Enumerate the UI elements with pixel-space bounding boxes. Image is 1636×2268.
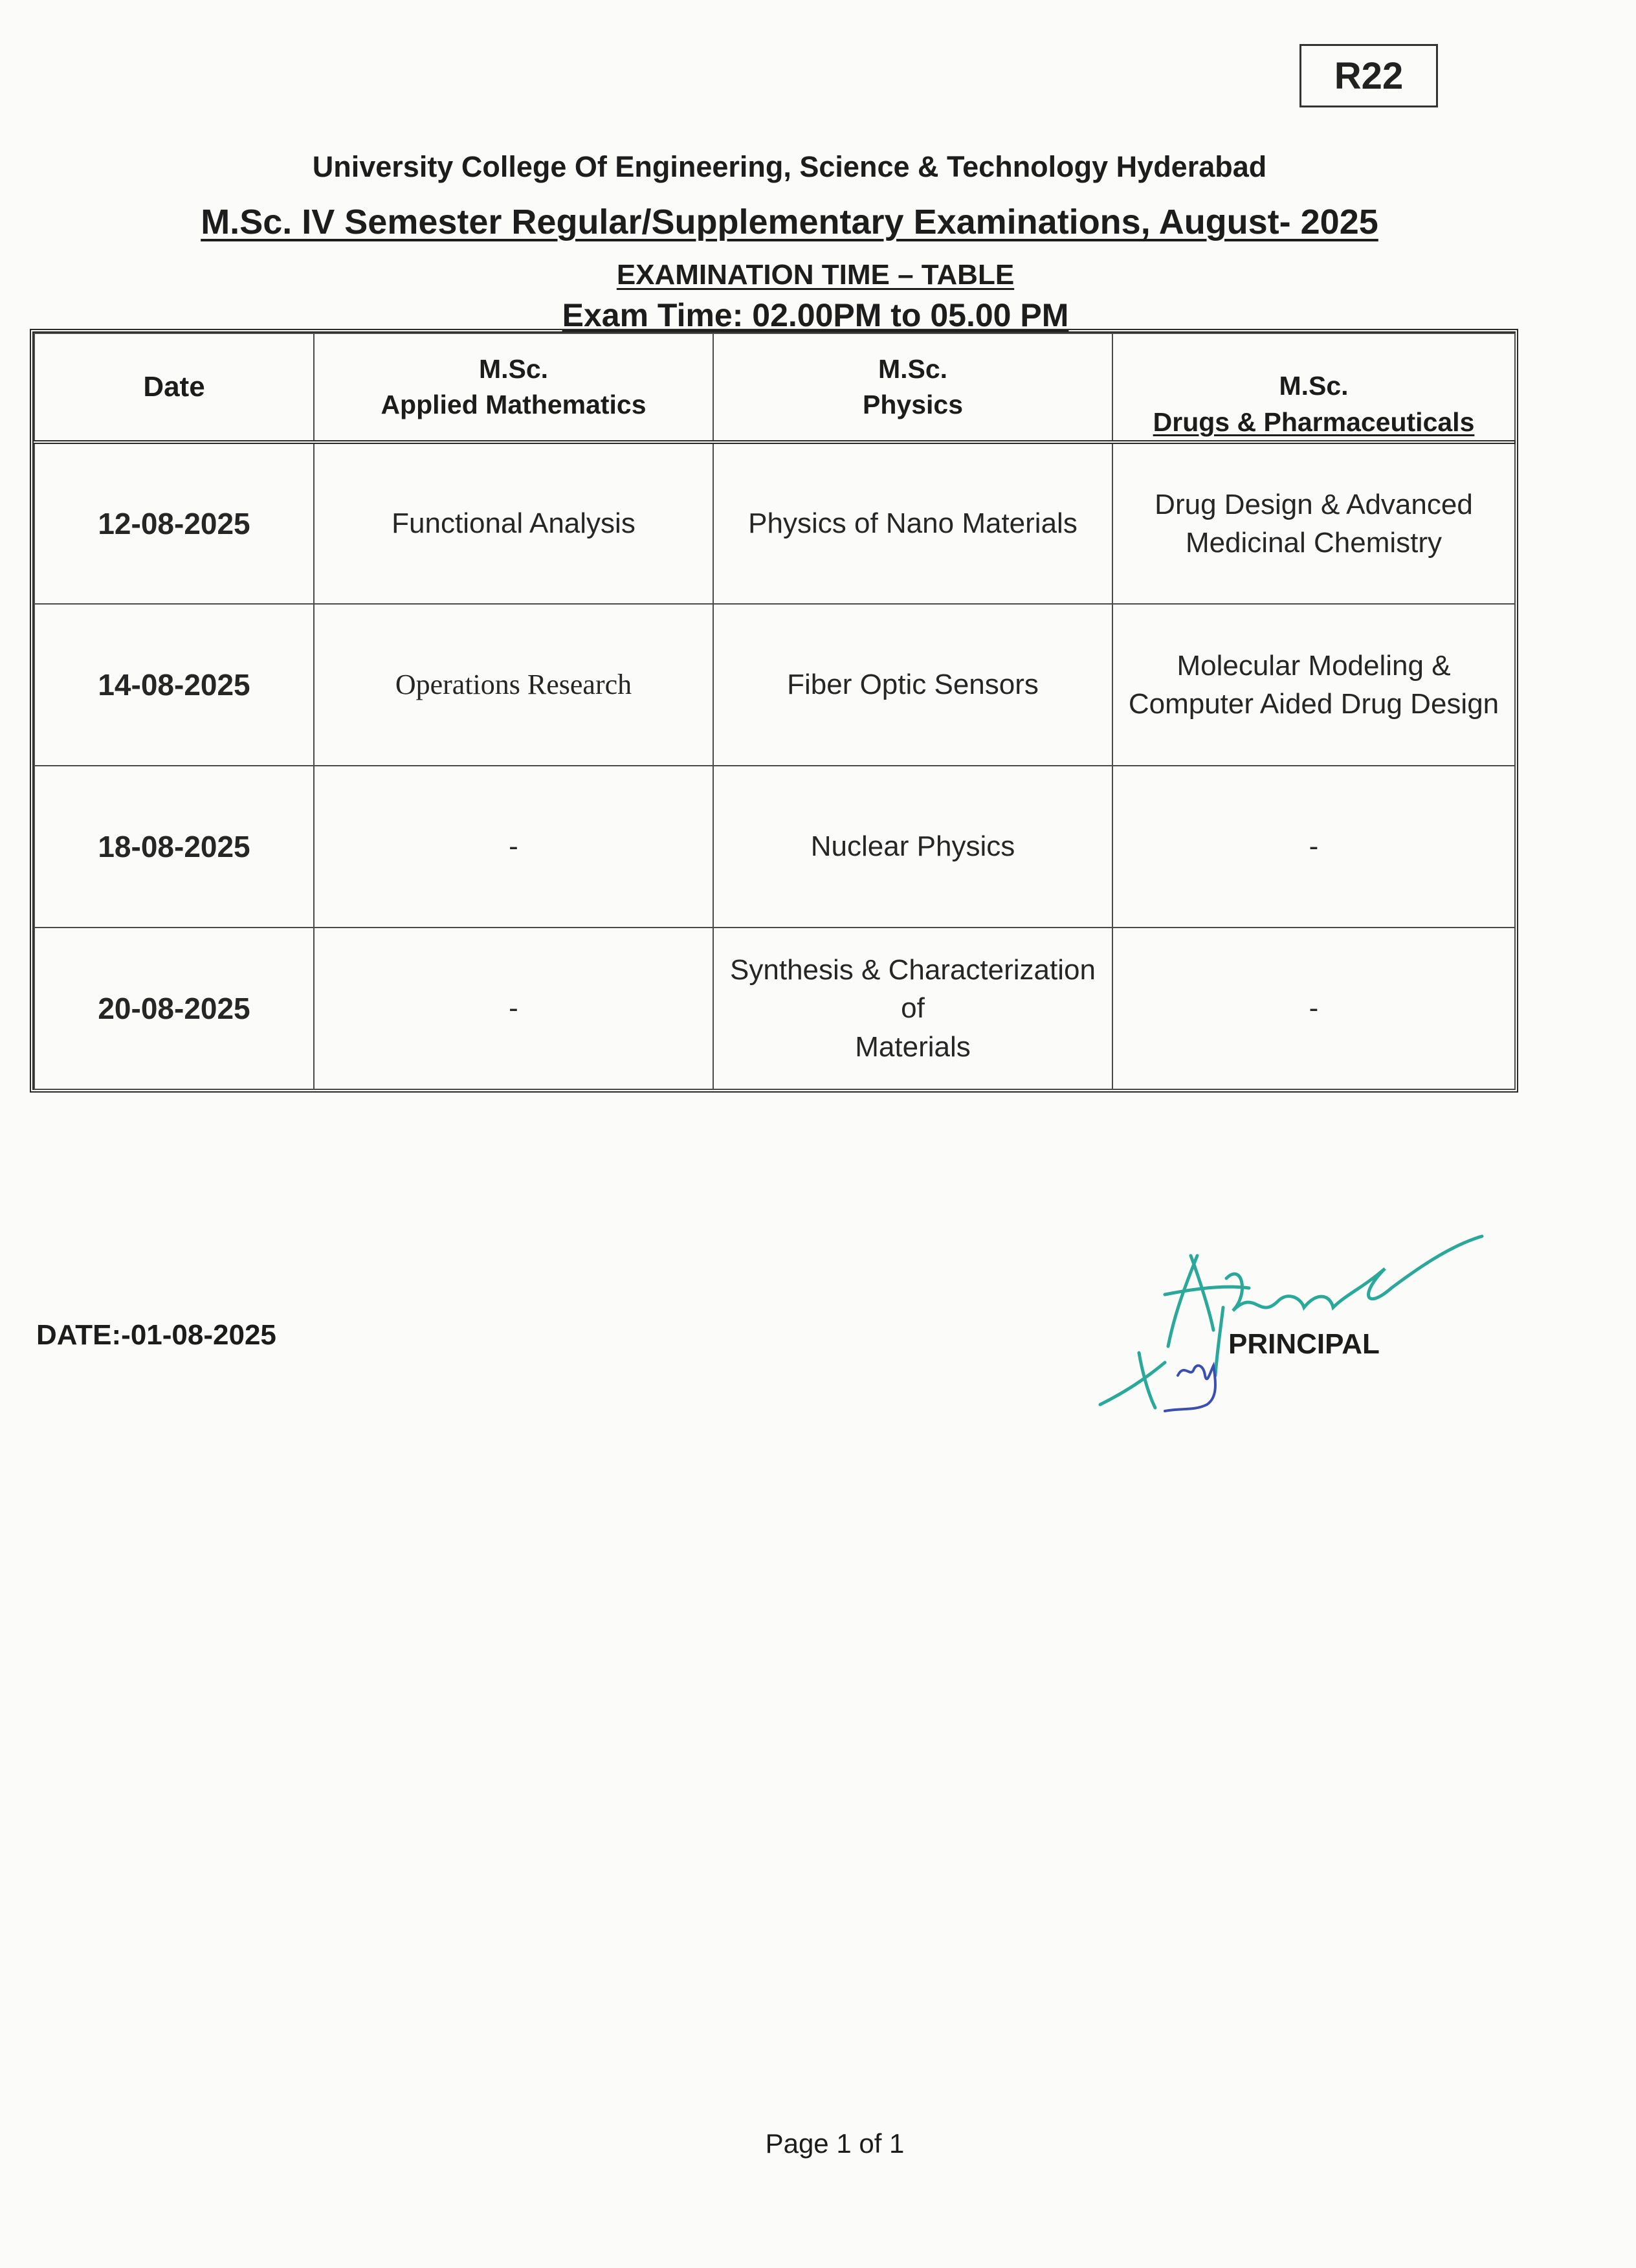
timetable-heading	[26, 259, 1605, 291]
timetable-table	[34, 333, 1516, 1090]
timetable-heading-text: EXAMINATION TIME – TABLE	[616, 259, 1015, 291]
subject-line: -	[1309, 830, 1319, 863]
subject-line: Medicinal Chemistry	[1185, 527, 1443, 559]
column-header-line: Physics	[863, 390, 963, 419]
subject-line: -	[509, 992, 518, 1025]
exam-time-text: Exam Time: 02.00PM to 05.00 PM	[562, 297, 1069, 333]
exam-title	[0, 202, 1579, 242]
drugs-pharma-cell	[1112, 928, 1515, 1089]
signatory-title: PRINCIPAL	[1228, 1328, 1380, 1360]
subject-line: Molecular Modeling &	[1177, 649, 1451, 682]
subject-line: Operations Research	[395, 669, 632, 701]
subject-line: Fiber Optic Sensors	[787, 669, 1039, 701]
column-header-physics	[713, 333, 1112, 442]
table-row	[34, 604, 1515, 766]
exam-date-cell: 20-08-2025	[34, 928, 314, 1089]
column-header-drugs-pharmaceuticals	[1112, 333, 1515, 442]
exam-title-text: M.Sc. IV Semester Regular/Supplementary Examinations, August- 2025	[201, 203, 1378, 241]
table-row	[34, 928, 1515, 1089]
drugs-pharma-cell	[1112, 442, 1515, 604]
exam-date-cell: 18-08-2025	[34, 766, 314, 928]
table-row	[34, 766, 1515, 928]
physics-cell	[713, 604, 1112, 766]
physics-cell	[713, 442, 1112, 604]
regulation-code-box: R22	[1299, 44, 1438, 107]
subject-line: -	[509, 830, 518, 863]
exam-date-cell: 12-08-2025	[34, 442, 314, 604]
subject-line: of	[901, 992, 925, 1025]
applied-math-cell	[314, 604, 713, 766]
initials-stroke	[1100, 1353, 1165, 1408]
subject-line: Physics of Nano Materials	[748, 507, 1078, 540]
subject-line: -	[1309, 992, 1319, 1025]
initials-stroke	[1165, 1366, 1215, 1411]
column-header-line: M.Sc.	[878, 353, 948, 384]
physics-cell	[713, 928, 1112, 1089]
column-header-date	[34, 333, 314, 442]
column-header-line: M.Sc.	[1279, 371, 1349, 401]
table-header-row	[34, 333, 1515, 442]
subject-line: Nuclear Physics	[810, 830, 1015, 863]
signature-stroke	[1226, 1236, 1482, 1311]
issue-date: DATE:-01-08-2025	[36, 1319, 276, 1351]
drugs-pharma-cell	[1112, 604, 1515, 766]
table-row	[34, 442, 1515, 604]
column-header-line: Drugs & Pharmaceuticals	[1153, 406, 1475, 437]
subject-line: Materials	[855, 1030, 971, 1063]
subject-line: Drug Design & Advanced	[1155, 488, 1473, 520]
applied-math-cell	[314, 766, 713, 928]
column-header-line: M.Sc.	[478, 353, 549, 384]
subject-line: Functional Analysis	[392, 507, 636, 540]
exam-date-cell: 14-08-2025	[34, 604, 314, 766]
institution-name: University College Of Engineering, Science & Technology Hyderabad	[312, 150, 1267, 183]
applied-math-cell	[314, 442, 713, 604]
subject-line: Computer Aided Drug Design	[1128, 688, 1499, 720]
column-header-line: Applied Mathematics	[381, 390, 647, 419]
column-header-applied-mathematics	[314, 333, 713, 442]
applied-math-cell	[314, 928, 713, 1089]
page-number: Page 1 of 1	[765, 2128, 905, 2159]
subject-line: Synthesis & Characterization	[730, 953, 1096, 986]
timetable	[30, 329, 1518, 1093]
drugs-pharma-cell	[1112, 766, 1515, 928]
physics-cell	[713, 766, 1112, 928]
signature-stroke	[1215, 1307, 1223, 1375]
column-header-line: Date	[143, 371, 205, 403]
